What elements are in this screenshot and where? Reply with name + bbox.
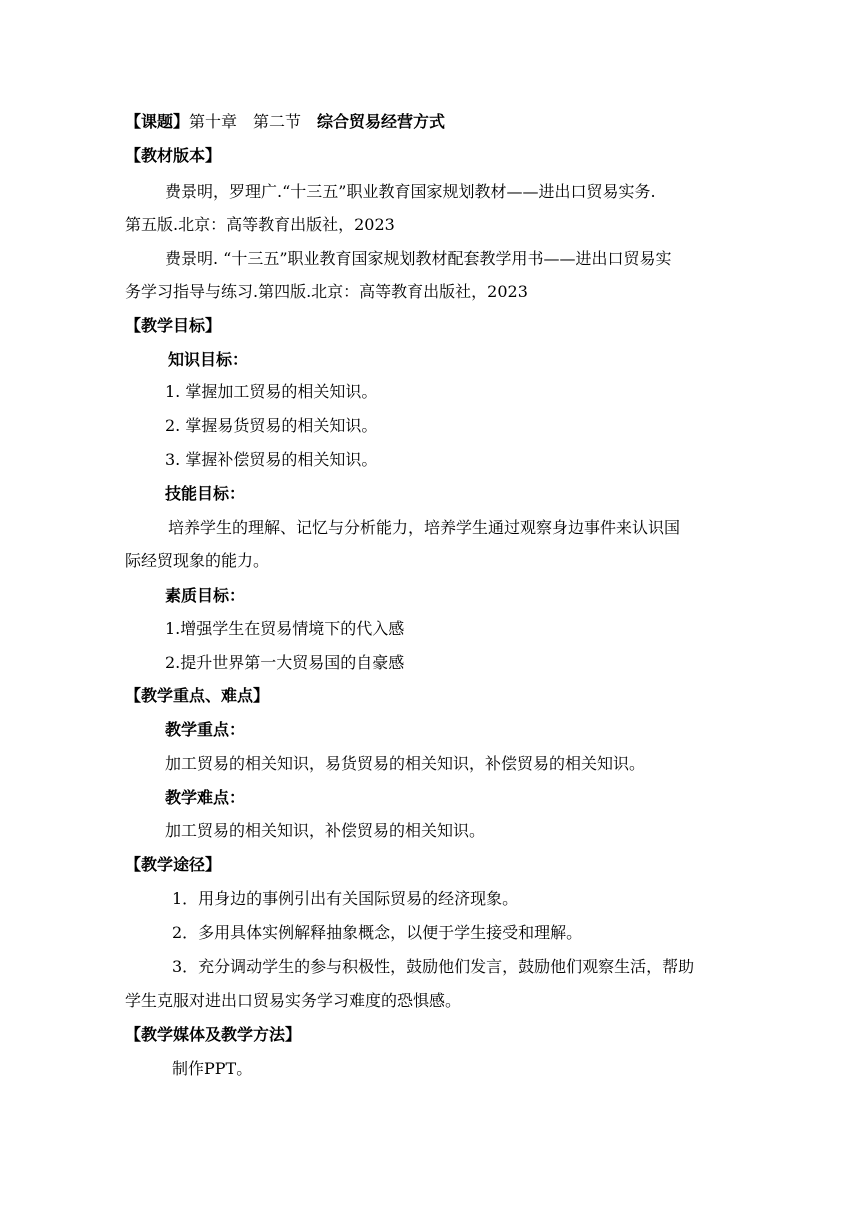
difficulty-text: 加工贸易的相关知识，补偿贸易的相关知识。 xyxy=(165,821,486,840)
media-heading: 【教学媒体及教学方法】 xyxy=(125,1025,302,1044)
focus-label: 教学重点： xyxy=(165,720,246,739)
knowledge-item: 1. 掌握加工贸易的相关知识。 xyxy=(165,382,378,401)
chapter-text: 第十章 xyxy=(189,112,238,131)
approach-item-2: 2．多用具体实例解释抽象概念，以便于学生接受和理解。 xyxy=(172,923,583,942)
textbook-heading: 【教材版本】 xyxy=(125,146,222,165)
knowledge-item: 2. 掌握易货贸易的相关知识。 xyxy=(165,416,378,435)
textbook-ref2-line1: 费景明. “十三五”职业教育国家规划教材配套教学用书——进出口贸易实 xyxy=(165,249,672,268)
knowledge-label: 知识目标： xyxy=(168,350,249,369)
approach-item-3-line1: 3．充分调动学生的参与积极性，鼓励他们发言，鼓励他们观察生活，帮助 xyxy=(172,957,695,976)
difficulty-label: 教学难点： xyxy=(165,788,246,807)
skill-line2: 际经贸现象的能力。 xyxy=(125,551,270,570)
skill-line1: 培养学生的理解、记忆与分析能力，培养学生通过观察身边事件来认识国 xyxy=(168,518,681,537)
approach-item-1: 1．用身边的事例引出有关国际贸易的经济现象。 xyxy=(172,889,519,908)
quality-label: 素质目标： xyxy=(165,586,246,605)
knowledge-item: 3. 掌握补偿贸易的相关知识。 xyxy=(165,450,378,469)
textbook-ref1-line1: 费景明，罗理广.“十三五”职业教育国家规划教材——进出口贸易实务. xyxy=(165,182,656,201)
textbook-ref1-line2: 第五版.北京：高等教育出版社，2023 xyxy=(125,215,395,234)
media-text: 制作PPT。 xyxy=(172,1059,253,1078)
quality-item: 1.增强学生在贸易情境下的代入感 xyxy=(165,619,405,638)
textbook-ref2-line2: 务学习指导与练习.第四版.北京：高等教育出版社，2023 xyxy=(125,282,528,301)
title-label: 【课题】 xyxy=(125,112,190,131)
lesson-title xyxy=(125,111,445,133)
quality-item: 2.提升世界第一大贸易国的自豪感 xyxy=(165,653,405,672)
section-text: 第二节 xyxy=(253,112,302,131)
focus-text: 加工贸易的相关知识，易货贸易的相关知识，补偿贸易的相关知识。 xyxy=(165,754,646,773)
skill-label: 技能目标： xyxy=(165,484,246,503)
keypoints-heading: 【教学重点、难点】 xyxy=(125,686,270,705)
objectives-heading: 【教学目标】 xyxy=(125,316,222,335)
topic-text: 综合贸易经营方式 xyxy=(317,112,446,131)
approach-heading: 【教学途径】 xyxy=(125,855,222,874)
approach-item-3-line2: 学生克服对进出口贸易实务学习难度的恐惧感。 xyxy=(125,991,462,1010)
